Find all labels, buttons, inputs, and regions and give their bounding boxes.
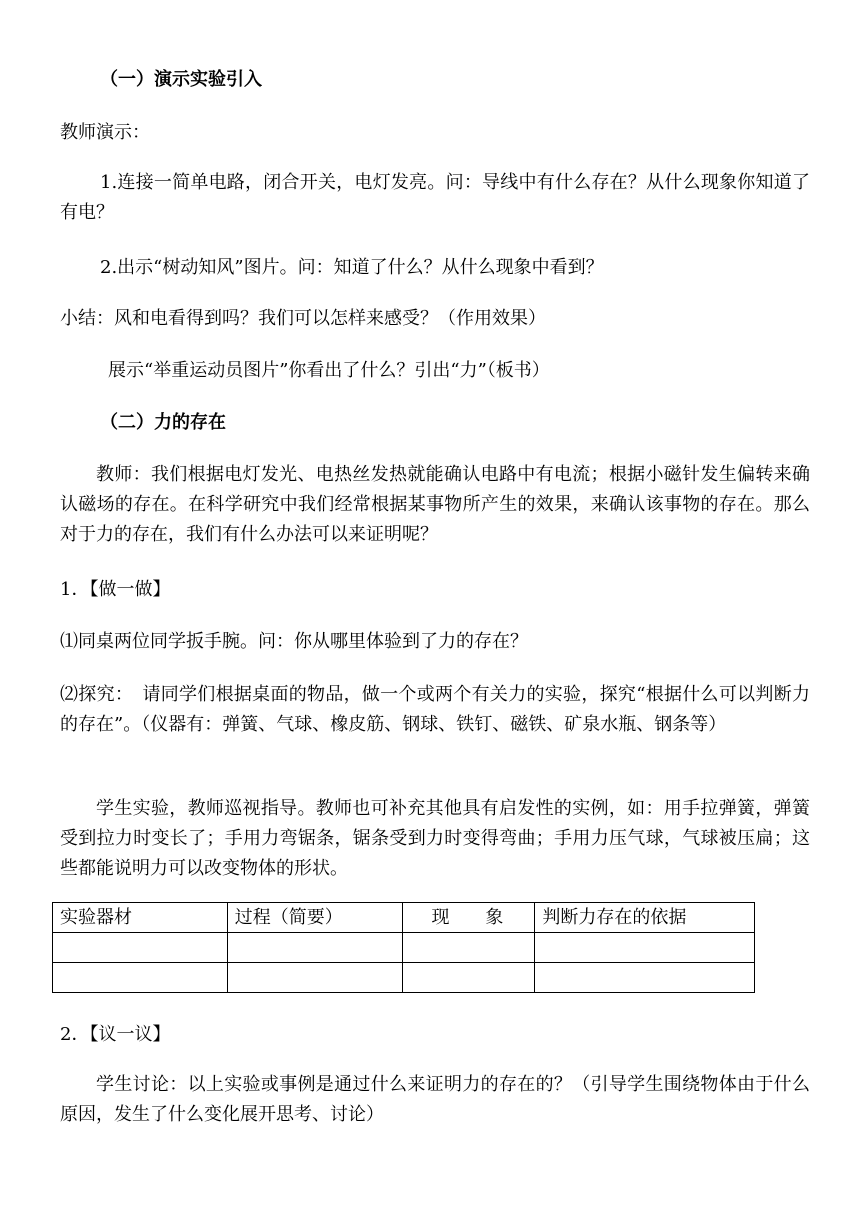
teacher-paragraph: 教师：我们根据电灯发光、电热丝发热就能确认电路中有电流；根据小磁针发生偏转来确认磁场的存在。在科学研究中我们经常根据某事物所产生的效果，来确认该事物的存在。那么对于力的存在，我们有什么办法可以来证明呢？ xyxy=(60,464,810,545)
discuss-heading: 2．【议一议】 xyxy=(60,1024,171,1045)
table-header-cell: 过程（简要） xyxy=(227,903,403,933)
table-header-cell: 实验器材 xyxy=(53,903,228,933)
table-cell[interactable] xyxy=(535,963,755,993)
table-cell[interactable] xyxy=(403,933,535,963)
student-paragraph: 学生实验，教师巡视指导。教师也可补充其他具有启发性的实例，如：用手拉弹簧，弹簧受到拉力时变长了；手用力弯锯条，锯条受到力时变得弯曲；手用力压气球，气球被压扁；这些都能说明力可以改变物体的形状。 xyxy=(60,798,810,879)
demo-item-1: 1.连接一简单电路，闭合开关，电灯发亮。问：导线中有什么存在？从什么现象你知道了有电？ xyxy=(60,172,810,223)
discuss-paragraph: 学生讨论：以上实验或事例是通过什么来证明力的存在的？（引导学生围绕物体由于什么原因，发生了什么变化展开思考、讨论） xyxy=(60,1074,810,1125)
teacher-demo-label: 教师演示： xyxy=(60,122,150,143)
summary-text: 小结：风和电看得到吗？我们可以怎样来感受？（作用效果） xyxy=(60,308,546,329)
show-text: 展示“举重运动员图片”你看出了什么？引出“力”（板书） xyxy=(108,360,550,381)
table-header-cell: 判断力存在的依据 xyxy=(535,903,755,933)
demo-item-2: 2.出示“树动知风”图片。问：知道了什么？从什么现象中看到？ xyxy=(100,257,604,278)
table-cell[interactable] xyxy=(535,933,755,963)
do-item-2: ⑵探究： 请同学们根据桌面的物品，做一个或两个有关力的实验，探究“根据什么可以判断力的存在”。（仪器有：弹簧、气球、橡皮筋、钢球、铁钉、磁铁、矿泉水瓶、钢条等） xyxy=(60,684,810,735)
experiment-table xyxy=(52,902,755,993)
table-row xyxy=(53,933,755,963)
section-heading-1: （一）演示实验引入 xyxy=(100,69,262,90)
table-cell[interactable] xyxy=(53,933,228,963)
table-cell[interactable] xyxy=(403,963,535,993)
do-item-1: ⑴同桌两位同学扳手腕。问：你从哪里体验到了力的存在？ xyxy=(60,631,528,652)
table-cell[interactable] xyxy=(227,963,403,993)
table-cell[interactable] xyxy=(53,963,228,993)
table-header-row xyxy=(53,903,755,933)
section-heading-2: （二）力的存在 xyxy=(100,412,226,433)
table-row xyxy=(53,963,755,993)
table-header-cell: 现 象 xyxy=(403,903,535,933)
table-cell[interactable] xyxy=(227,933,403,963)
do-heading: 1．【做一做】 xyxy=(60,579,171,600)
